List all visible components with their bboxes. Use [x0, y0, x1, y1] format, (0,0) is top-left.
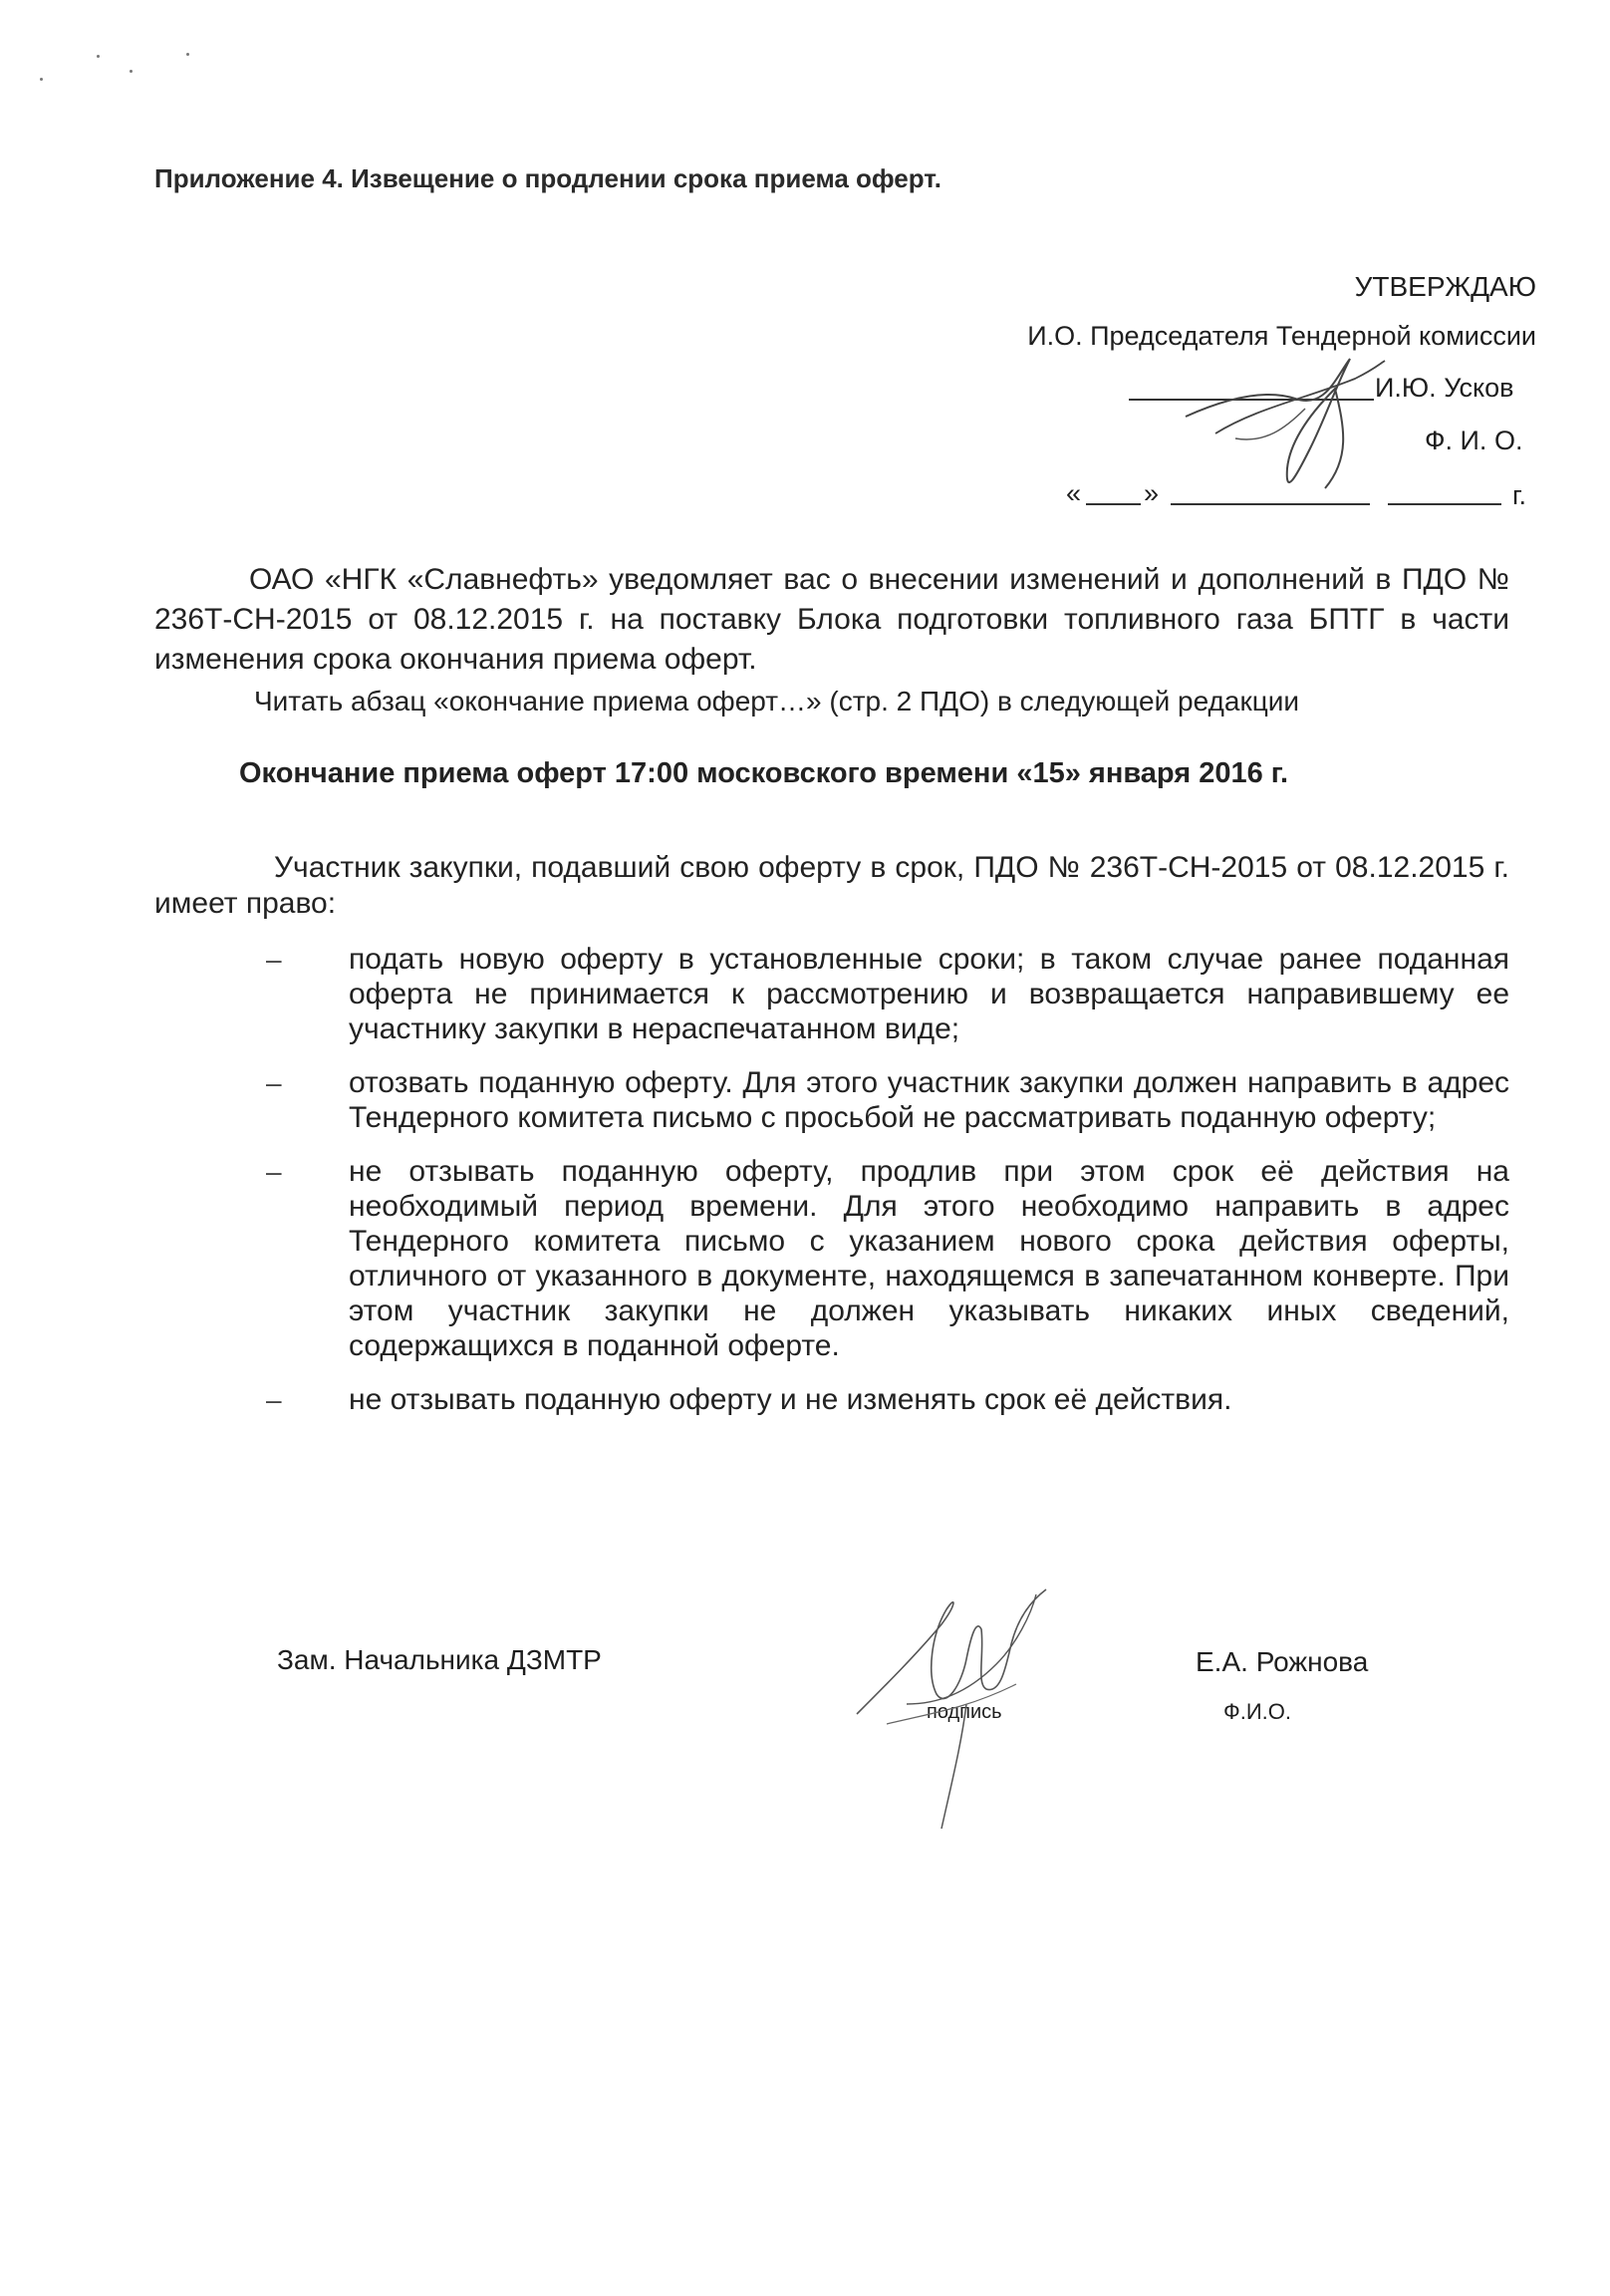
approval-year-suffix: г. [1512, 480, 1527, 510]
list-dash: – [266, 1067, 282, 1098]
scan-speck [40, 78, 43, 81]
approver-fio-caption: Ф. И. О. [1425, 426, 1523, 455]
approver-position: И.О. Председателя Тендерной комиссии [1027, 321, 1536, 351]
date-year-line [1388, 503, 1501, 505]
rights-intro: Участник закупки, подавший свою оферту в срок, ПДО № 236Т-СН-2015 от 08.12.2015 г. имеет право: [154, 851, 1509, 920]
signer-signature [847, 1565, 1076, 1834]
scan-speck [186, 53, 189, 56]
date-day-line [1086, 503, 1141, 505]
approval-title: УТВЕРЖДАЮ [1354, 271, 1536, 302]
signature-caption: подпись [927, 1701, 1002, 1723]
approver-name: И.Ю. Усков [1375, 373, 1514, 403]
scan-speck [130, 70, 133, 73]
date-month-line [1171, 503, 1370, 505]
list-item-text: отозвать поданную оферту. Для этого участник закупки должен направить в адрес Тендерного комитета письмо с просьбой не рассматривать поданную оферту; [349, 1066, 1509, 1134]
approval-signature [1176, 339, 1415, 498]
signer-position: Зам. Начальника ДЗМТР [277, 1644, 602, 1675]
list-item-text: не отзывать поданную оферту, продлив при этом срок её действия на необходимый период времени. Для этого необходимо направить в адрес Тендерного комитета письмо с указанием нового срока действия оферты, отличного от указанного в документе, находящемся в запечатанном конверте. При этом участник закупки не должен указывать никаких иных сведений, содержащихся в поданной оферте. [349, 1155, 1509, 1362]
list-item [154, 942, 1509, 1046]
reading-instruction: Читать абзац «окончание приема оферт…» (стр. 2 ПДО) в следующей редакции [254, 686, 1300, 717]
document-heading: Приложение 4. Извещение о продлении срока приема оферт. [154, 163, 941, 193]
signer-fio-caption: Ф.И.О. [1223, 1699, 1291, 1724]
notice-paragraph: ОАО «НГК «Славнефть» уведомляет вас о внесении изменений и дополнений в ПДО № 236Т-СН-2015 от 08.12.2015 г. на поставку Блока подготовки топливного газа БПТГ в части изменения срока окончания приема оферт. [154, 563, 1509, 676]
list-dash: – [266, 1384, 282, 1415]
list-item [154, 1154, 1509, 1363]
list-dash: – [266, 944, 282, 975]
list-item [154, 1065, 1509, 1135]
rights-list [154, 942, 1509, 1436]
signer-name: Е.А. Рожнова [1196, 1646, 1369, 1677]
deadline-statement: Окончание приема оферт 17:00 московского времени «15» января 2016 г. [239, 757, 1289, 789]
list-dash: – [266, 1156, 282, 1187]
approval-date-close: » [1144, 478, 1160, 508]
list-item-text: не отзывать поданную оферту и не изменять срок её действия. [349, 1383, 1232, 1416]
scan-speck [97, 55, 100, 58]
list-item [154, 1382, 1509, 1417]
approval-date-open: « [1066, 478, 1082, 508]
list-item-text: подать новую оферту в установленные сроки; в таком случае ранее поданная оферта не принимается к рассмотрению и возвращается направившему ее участнику закупки в нераспечатанном виде; [349, 943, 1509, 1045]
